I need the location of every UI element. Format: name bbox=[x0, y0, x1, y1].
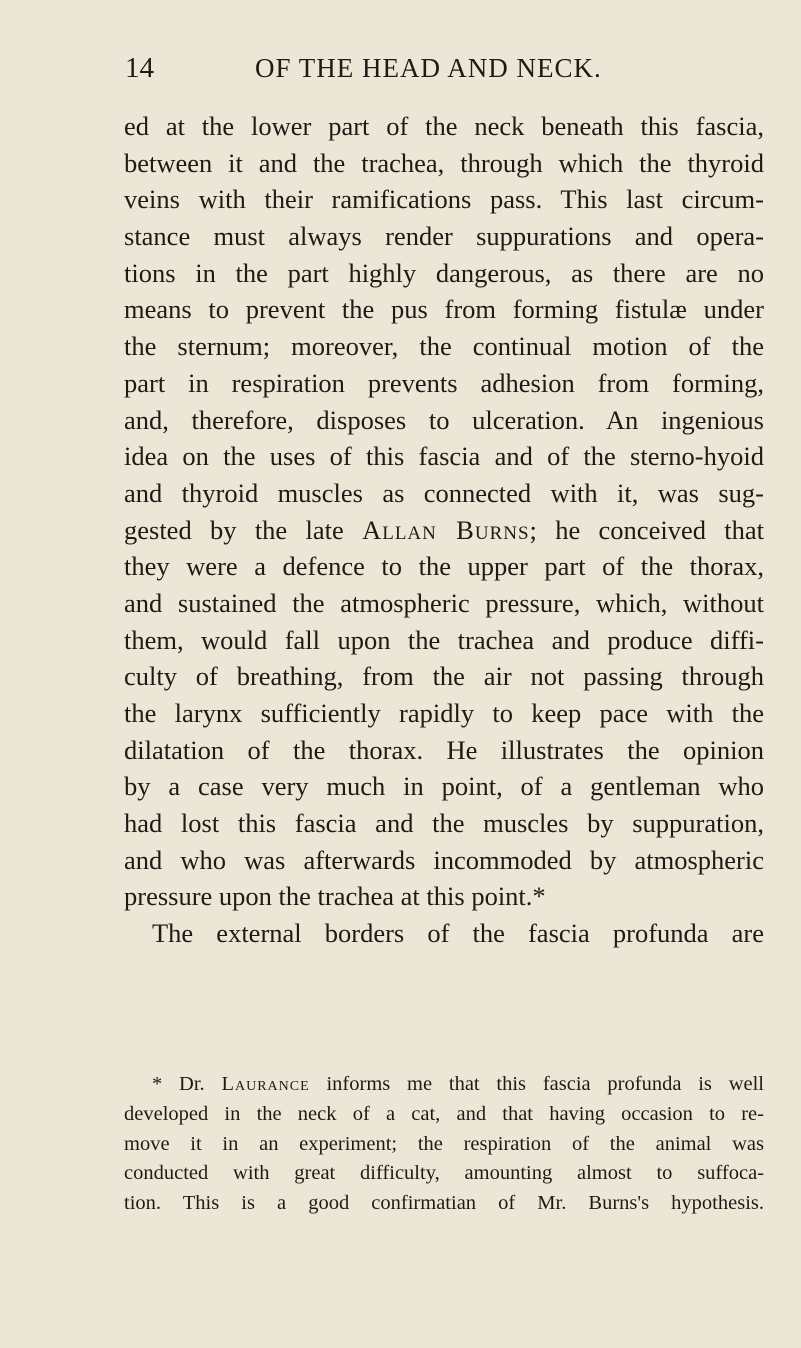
body-line: between it and the trachea, through which the thyroid bbox=[124, 147, 764, 178]
body-line: pressure upon the trachea at this point.* bbox=[124, 881, 546, 912]
footnote-line: conducted with great difficulty, amounting almost to suffoca- bbox=[124, 1162, 764, 1185]
body-text bbox=[124, 108, 764, 952]
body-line: tions in the part highly dangerous, as there are no bbox=[124, 257, 764, 288]
body-line: part in respiration prevents adhesion from forming, bbox=[124, 367, 764, 398]
text-segment: gested by the late bbox=[124, 514, 363, 545]
body-line: stance must always render suppurations and opera- bbox=[124, 221, 764, 252]
body-line: and who was afterwards incommoded by atmospheric bbox=[124, 844, 764, 875]
body-line: The external borders of the fascia profunda are bbox=[152, 918, 764, 949]
body-line: and, therefore, disposes to ulceration. An ingenious bbox=[124, 404, 764, 435]
footnote-line: move it in an experiment; the respiration of the animal was bbox=[124, 1132, 764, 1155]
body-line: veins with their ramifications pass. This last circum- bbox=[124, 184, 764, 215]
body-line bbox=[124, 512, 764, 549]
text-segment: informs me that this fascia profunda is well bbox=[309, 1073, 764, 1095]
footnote-line: developed in the neck of a cat, and that having occasion to re- bbox=[124, 1102, 764, 1125]
running-head: OF THE HEAD AND NECK. bbox=[255, 53, 602, 83]
body-line: and thyroid muscles as connected with it, was sug- bbox=[124, 477, 764, 508]
body-line: culty of breathing, from the air not passing through bbox=[124, 661, 764, 692]
body-line: by a case very much in point, of a gentleman who bbox=[124, 771, 764, 802]
body-line: them, would fall upon the trachea and produce diffi- bbox=[124, 624, 764, 655]
body-line: and sustained the atmospheric pressure, which, without bbox=[124, 587, 764, 618]
body-line: the sternum; moreover, the continual motion of the bbox=[124, 331, 764, 362]
body-line: dilatation of the thorax. He illustrates the opinion bbox=[124, 734, 764, 765]
body-line: idea on the uses of this fascia and of the sterno-hyoid bbox=[124, 441, 764, 472]
body-line: the larynx sufficiently rapidly to keep pace with the bbox=[124, 698, 764, 728]
text-segment: * Dr. bbox=[152, 1073, 222, 1095]
footnote-line bbox=[124, 1070, 764, 1100]
author-name: Allan Burns bbox=[362, 514, 530, 545]
body-line: they were a defence to the upper part of the thorax, bbox=[124, 551, 764, 582]
page-number: 14 bbox=[125, 52, 154, 84]
body-line: ed at the lower part of the neck beneath this fascia, bbox=[124, 111, 764, 141]
page-header bbox=[125, 48, 765, 88]
footnote-line: tion. This is a good confirmatian of Mr. Burns's hypothesis. bbox=[124, 1192, 764, 1215]
footnote bbox=[124, 1070, 764, 1219]
text-segment: ; he conceived that bbox=[529, 514, 765, 545]
body-line: means to prevent the pus from forming fistulæ under bbox=[124, 294, 764, 325]
author-name: Laurance bbox=[221, 1073, 310, 1095]
body-line: had lost this fascia and the muscles by suppuration, bbox=[124, 808, 764, 839]
